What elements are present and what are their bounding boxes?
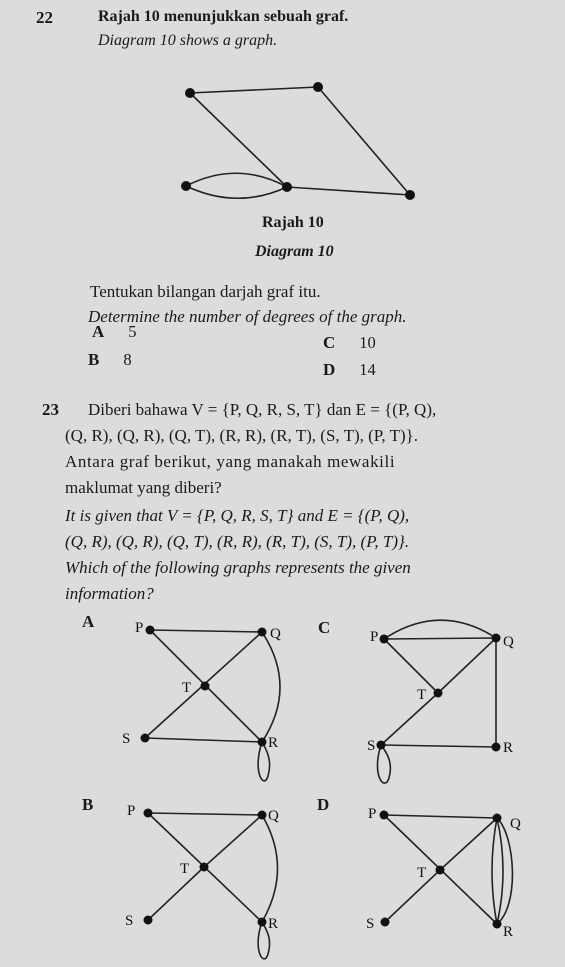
vertex-label-s: S bbox=[367, 738, 376, 754]
vertex-label-t: T bbox=[182, 680, 192, 696]
vertex-label-p: P bbox=[370, 629, 379, 645]
option-d[interactable] bbox=[323, 360, 376, 380]
option-letter: C bbox=[323, 333, 336, 352]
graph-vertex bbox=[405, 190, 415, 200]
option-letter: D bbox=[323, 360, 336, 379]
question-22-number: 22 bbox=[36, 8, 53, 27]
vertex-label-s: S bbox=[125, 913, 134, 929]
question-23-en-line-2: (Q, R), (Q, R), (Q, T), (R, R), (R, T), (S, T), (P, T)}. bbox=[65, 532, 410, 551]
vertex-label-t: T bbox=[417, 687, 427, 703]
question-23-ms-line-4: maklumat yang diberi? bbox=[65, 478, 222, 497]
option-letter: A bbox=[92, 322, 105, 341]
option-value: 14 bbox=[359, 360, 376, 379]
vertex-label-p: P bbox=[368, 806, 377, 822]
graph-edge bbox=[287, 187, 410, 195]
option-d-letter[interactable]: D bbox=[317, 795, 330, 814]
vertex-label-r: R bbox=[503, 924, 514, 940]
question-23-ms-line-2: (Q, R), (Q, R), (Q, T), (R, R), (R, T), (S, T), (P, T)}. bbox=[65, 426, 419, 445]
option-b[interactable] bbox=[88, 350, 132, 370]
vertex-label-p: P bbox=[135, 620, 144, 636]
graph-vertex bbox=[181, 181, 191, 191]
option-b-letter[interactable]: B bbox=[82, 795, 94, 814]
graph-edge bbox=[186, 173, 287, 187]
option-a-letter[interactable]: A bbox=[82, 612, 95, 631]
vertex-label-q: Q bbox=[503, 634, 514, 650]
option-a[interactable] bbox=[92, 322, 137, 342]
vertex-label-q: Q bbox=[510, 816, 521, 832]
diagram-caption-ms: Rajah 10 bbox=[262, 214, 324, 231]
graph-edge bbox=[318, 87, 410, 195]
question-23-en-line-1: It is given that V = {P, Q, R, S, T} and E = {(P, Q), bbox=[65, 506, 410, 525]
option-c-letter[interactable]: C bbox=[318, 618, 331, 637]
option-c[interactable] bbox=[323, 333, 376, 353]
option-value: 5 bbox=[128, 322, 137, 341]
vertex-label-r: R bbox=[503, 740, 514, 756]
diagram-caption-en: Diagram 10 bbox=[255, 243, 334, 260]
question-23-ms-line-3: Antara graf berikut, yang manakah mewakili bbox=[65, 452, 396, 471]
question-22-stem-en: Diagram 10 shows a graph. bbox=[98, 32, 278, 49]
graph-edge bbox=[186, 186, 287, 198]
question-23-number: 23 bbox=[42, 400, 59, 419]
graph-vertex bbox=[282, 182, 292, 192]
graph-edge bbox=[190, 87, 318, 93]
vertex-label-p: P bbox=[127, 803, 136, 819]
question-23-en-line-3: Which of the following graphs represents the given bbox=[65, 558, 411, 577]
option-value: 8 bbox=[123, 350, 132, 369]
vertex-label-t: T bbox=[180, 861, 190, 877]
vertex-label-q: Q bbox=[270, 626, 281, 642]
graph-vertex bbox=[313, 82, 323, 92]
question-23-en-line-4: information? bbox=[65, 584, 154, 603]
vertex-label-s: S bbox=[366, 916, 375, 932]
vertex-label-s: S bbox=[122, 731, 131, 747]
option-letter: B bbox=[88, 350, 100, 369]
question-22-stem-ms: Rajah 10 menunjukkan sebuah graf. bbox=[98, 8, 349, 25]
question-23-ms-line-1: Diberi bahawa V = {P, Q, R, S, T} dan E = {(P, Q), bbox=[88, 400, 437, 419]
vertex-label-r: R bbox=[268, 916, 279, 932]
vertex-label-r: R bbox=[268, 735, 279, 751]
diagram-10-graph bbox=[0, 0, 565, 210]
vertex-label-t: T bbox=[417, 865, 427, 881]
option-value: 10 bbox=[359, 333, 376, 352]
graph-vertex bbox=[185, 88, 195, 98]
question-22-ask-ms: Tentukan bilangan darjah graf itu. bbox=[90, 282, 321, 301]
question-22-ask-en: Determine the number of degrees of the graph. bbox=[88, 307, 407, 326]
vertex-label-q: Q bbox=[268, 808, 279, 824]
